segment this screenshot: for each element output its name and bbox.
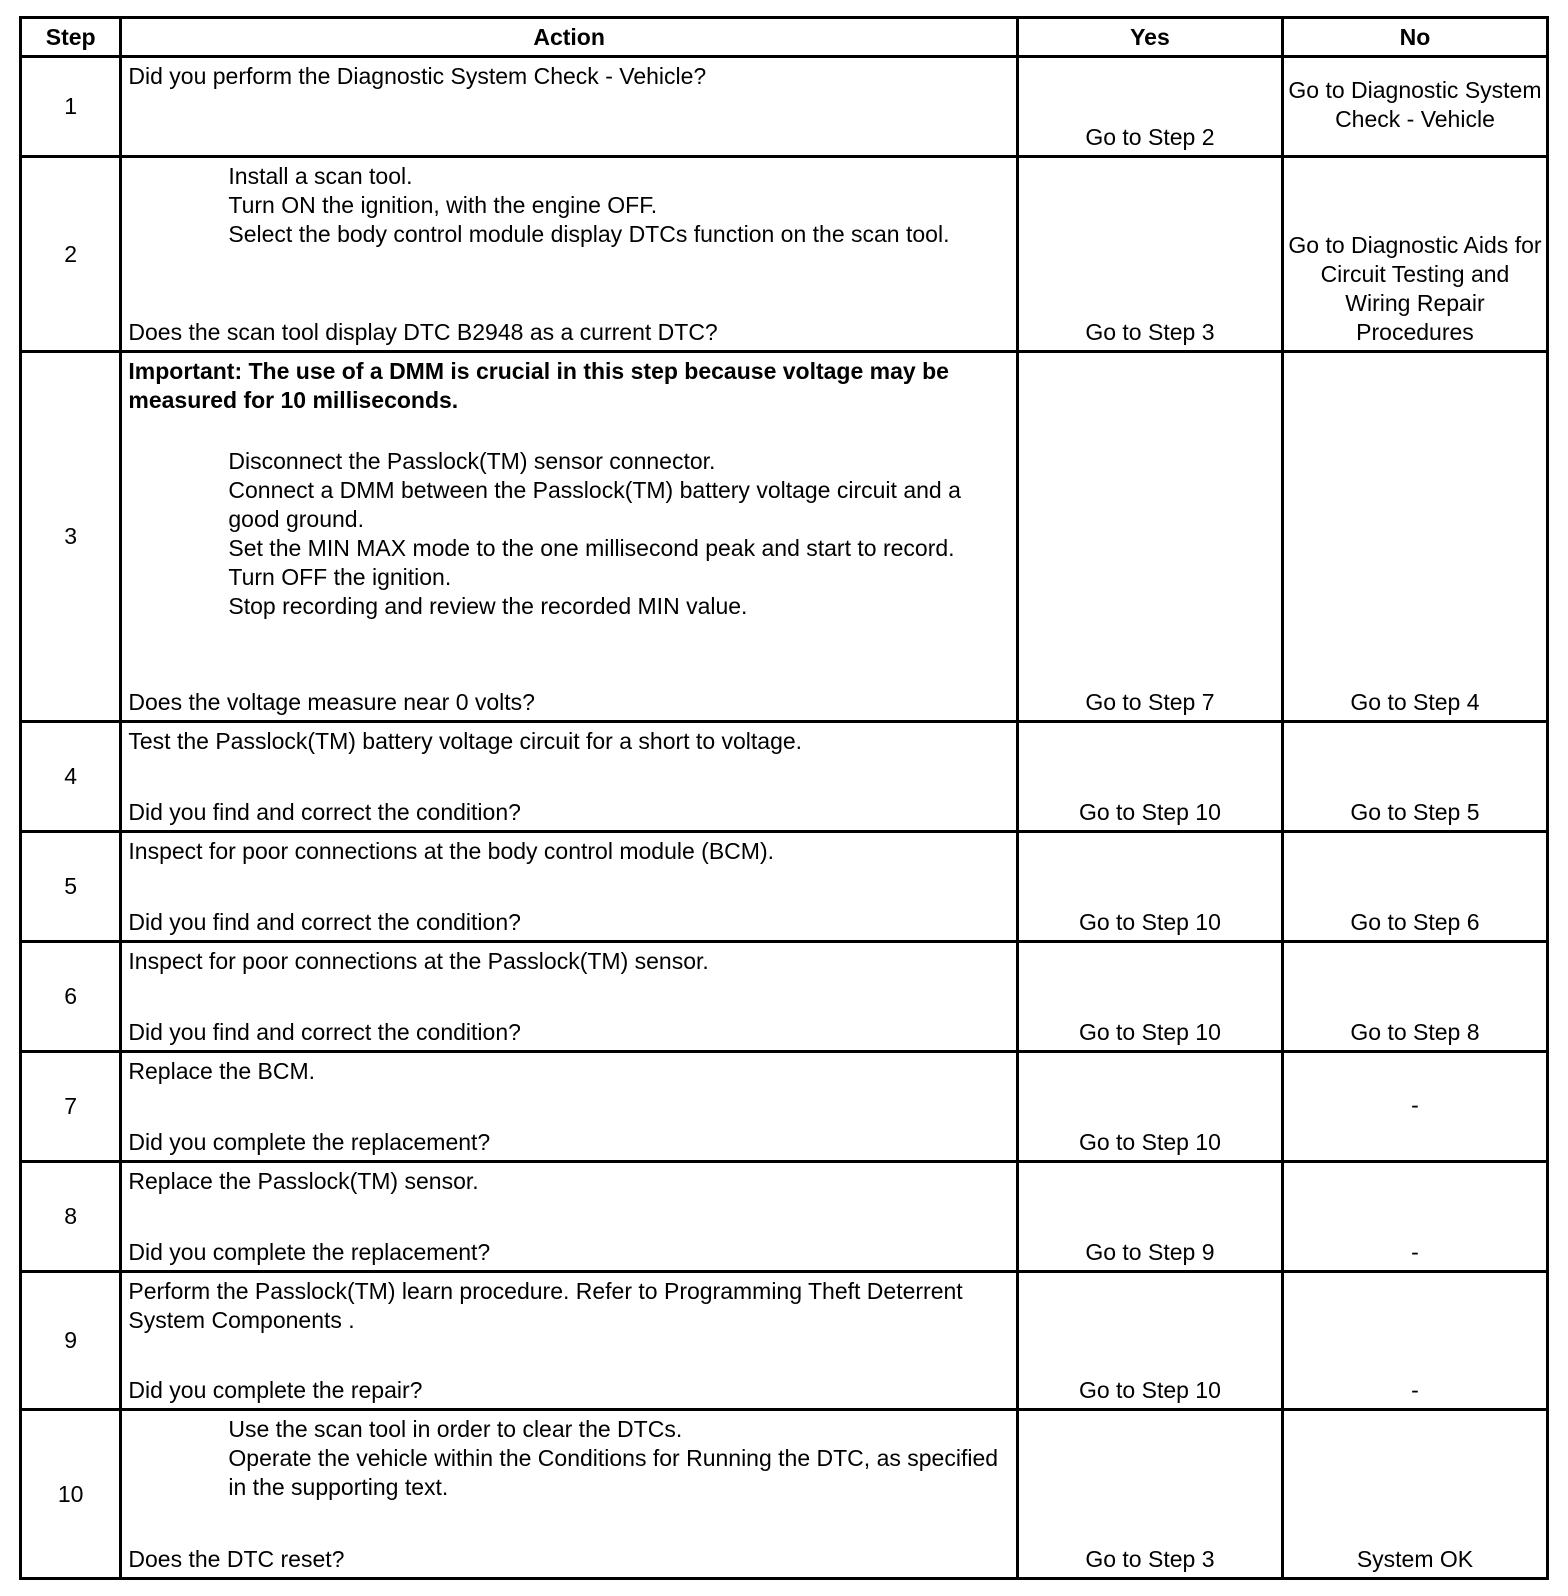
table-row xyxy=(21,1272,1548,1410)
question-text: Did you find and correct the condition? xyxy=(128,799,521,825)
step-number: 10 xyxy=(21,1410,121,1579)
yes-cell: Go to Step 10 xyxy=(1017,832,1282,942)
yes-cell: Go to Step 10 xyxy=(1017,1052,1282,1162)
header-action: Action xyxy=(121,18,1018,57)
no-cell: - xyxy=(1282,1052,1547,1162)
no-cell: - xyxy=(1282,1272,1547,1410)
substep: Connect a DMM between the Passlock(TM) battery voltage circuit and a good ground. xyxy=(228,477,961,532)
action-text: Inspect for poor connections at the Passlock(TM) sensor. xyxy=(128,948,709,974)
important-note: Important: The use of a DMM is crucial in this step because voltage may be measured for 10 milliseconds. xyxy=(128,358,949,413)
question-text: Did you complete the replacement? xyxy=(128,1129,491,1155)
action-text: Perform the Passlock(TM) learn procedure. Refer to Programming Theft Deterrent System Components . xyxy=(128,1278,963,1333)
table-row xyxy=(21,57,1548,157)
no-cell: System OK xyxy=(1282,1410,1547,1579)
action-text: Test the Passlock(TM) battery voltage circuit for a short to voltage. xyxy=(128,728,803,754)
yes-cell: Go to Step 3 xyxy=(1017,157,1282,352)
substep-list xyxy=(128,1415,1010,1502)
action-cell xyxy=(121,942,1018,1052)
table-row xyxy=(21,1410,1548,1579)
step-number: 3 xyxy=(21,352,121,722)
substep: Set the MIN MAX mode to the one millisecond peak and start to record. xyxy=(228,535,955,561)
substep-list xyxy=(128,447,1010,621)
question-text: Did you complete the replacement? xyxy=(128,1239,491,1265)
table-row xyxy=(21,832,1548,942)
question-text: Does the scan tool display DTC B2948 as a current DTC? xyxy=(128,319,718,345)
yes-cell: Go to Step 7 xyxy=(1017,352,1282,722)
action-text: Replace the BCM. xyxy=(128,1058,316,1084)
substep: Use the scan tool in order to clear the DTCs. xyxy=(228,1416,683,1442)
no-cell: Go to Step 6 xyxy=(1282,832,1547,942)
table-row xyxy=(21,157,1548,352)
table-row xyxy=(21,352,1548,722)
action-cell xyxy=(121,352,1018,722)
substep: Turn OFF the ignition. xyxy=(228,564,452,590)
header-row xyxy=(21,18,1548,57)
header-step: Step xyxy=(21,18,121,57)
substep: Stop recording and review the recorded MIN value. xyxy=(228,593,748,619)
substep: Disconnect the Passlock(TM) sensor connector. xyxy=(228,448,716,474)
action-cell xyxy=(121,157,1018,352)
step-number: 9 xyxy=(21,1272,121,1410)
no-cell: Go to Step 5 xyxy=(1282,722,1547,832)
table-row xyxy=(21,1162,1548,1272)
action-cell xyxy=(121,832,1018,942)
substep: Operate the vehicle within the Conditions for Running the DTC, as specified in the supporting text. xyxy=(228,1445,999,1500)
no-cell: Go to Diagnostic System Check - Vehicle xyxy=(1282,57,1547,157)
question-text: Did you find and correct the condition? xyxy=(128,909,521,935)
action-text: Did you perform the Diagnostic System Check - Vehicle? xyxy=(128,63,707,89)
step-number: 6 xyxy=(21,942,121,1052)
no-cell: Go to Diagnostic Aids for Circuit Testing and Wiring Repair Procedures xyxy=(1282,157,1547,352)
step-number: 7 xyxy=(21,1052,121,1162)
question-text: Does the DTC reset? xyxy=(128,1546,345,1572)
question-text: Did you complete the repair? xyxy=(128,1377,423,1403)
step-number: 4 xyxy=(21,722,121,832)
step-number: 2 xyxy=(21,157,121,352)
yes-cell: Go to Step 3 xyxy=(1017,1410,1282,1579)
action-cell xyxy=(121,1052,1018,1162)
action-text: Inspect for poor connections at the body control module (BCM). xyxy=(128,838,774,864)
yes-cell: Go to Step 2 xyxy=(1017,57,1282,157)
yes-cell: Go to Step 10 xyxy=(1017,1272,1282,1410)
no-cell: Go to Step 4 xyxy=(1282,352,1547,722)
question-text: Does the voltage measure near 0 volts? xyxy=(128,689,535,715)
table-row xyxy=(21,1052,1548,1162)
question-text: Did you find and correct the condition? xyxy=(128,1019,521,1045)
yes-cell: Go to Step 10 xyxy=(1017,722,1282,832)
action-cell xyxy=(121,1272,1018,1410)
no-cell: - xyxy=(1282,1162,1547,1272)
substep: Select the body control module display DTCs function on the scan tool. xyxy=(228,221,950,247)
diagnostic-table xyxy=(19,16,1549,1580)
action-cell xyxy=(121,1162,1018,1272)
substep-list xyxy=(128,162,1010,249)
action-cell xyxy=(121,722,1018,832)
step-number: 1 xyxy=(21,57,121,157)
step-number: 8 xyxy=(21,1162,121,1272)
substep: Install a scan tool. xyxy=(228,163,413,189)
header-yes: Yes xyxy=(1017,18,1282,57)
substep: Turn ON the ignition, with the engine OFF. xyxy=(228,192,658,218)
header-no: No xyxy=(1282,18,1547,57)
action-cell xyxy=(121,57,1018,157)
no-cell: Go to Step 8 xyxy=(1282,942,1547,1052)
step-number: 5 xyxy=(21,832,121,942)
action-cell xyxy=(121,1410,1018,1579)
action-text: Replace the Passlock(TM) sensor. xyxy=(128,1168,479,1194)
table-row xyxy=(21,942,1548,1052)
yes-cell: Go to Step 9 xyxy=(1017,1162,1282,1272)
yes-cell: Go to Step 10 xyxy=(1017,942,1282,1052)
table-row xyxy=(21,722,1548,832)
